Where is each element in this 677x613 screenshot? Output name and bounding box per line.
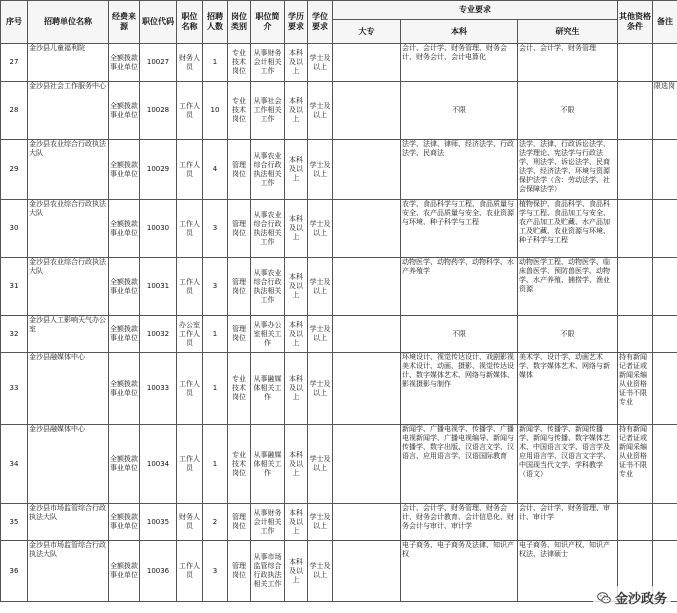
cell-category: 管理岗位: [228, 316, 251, 353]
cell-benke: 不限: [401, 316, 518, 353]
cell-xuewei: 学士及以上: [308, 425, 333, 504]
table-row: [1, 353, 677, 425]
cell-position: 工作人员: [177, 82, 203, 140]
cell-position: 工作人员: [177, 140, 203, 200]
wechat-icon: [597, 591, 611, 605]
cell-count: 3: [203, 200, 228, 258]
cell-seq: 27: [1, 44, 28, 82]
header-unit: 招聘单位名称: [28, 1, 109, 44]
cell-category: 专业技术岗位: [228, 353, 251, 425]
cell-count: 1: [203, 316, 228, 353]
header-major-group: 专业要求: [333, 1, 618, 20]
cell-benke: 法学、法律、律师、经济法学、行政法学、民商法: [401, 140, 518, 200]
table-row: [1, 504, 677, 541]
cell-xuewei: 学士及以上: [308, 541, 333, 602]
table-row: [1, 44, 677, 82]
header-position: 职位名称: [177, 1, 203, 44]
cell-code: 10030: [140, 200, 177, 258]
header-degree: 学历要求: [285, 1, 308, 44]
cell-funding: 全额拨款事业单位: [109, 504, 140, 541]
cell-benke: 动物医学、动物药学、动物科学、水产养殖学: [401, 258, 518, 316]
cell-count: 3: [203, 258, 228, 316]
header-funding: 经费来源: [109, 1, 140, 44]
cell-yjs: 新闻学、传播学、新闻传播学、新闻与传播、数字媒体艺术、中国语言文学、语言学及应用语言学、汉语言文字学、中国现当代文学、学科教学（语文）: [518, 425, 618, 504]
cell-degree: 本科及以上: [285, 200, 308, 258]
cell-code: 10027: [140, 44, 177, 82]
cell-position: 工作人员: [177, 353, 203, 425]
cell-remark: [653, 258, 677, 316]
cell-degree: 本科及以上: [285, 504, 308, 541]
cell-other: [618, 44, 653, 82]
cell-remark: [653, 353, 677, 425]
cell-xuewei: 学士及以上: [308, 353, 333, 425]
cell-dazhuan: [333, 258, 401, 316]
cell-xuewei: 学士及以上: [308, 140, 333, 200]
header-other: 其他资格条件: [618, 1, 653, 44]
cell-other: [618, 200, 653, 258]
cell-dazhuan: [333, 44, 401, 82]
cell-dazhuan: [333, 140, 401, 200]
cell-seq: 35: [1, 504, 28, 541]
cell-desc: 从事财务会计相关工作: [251, 44, 285, 82]
cell-desc: 从事办公室相关工作: [251, 316, 285, 353]
cell-unit: 金沙县农业综合行政执法大队: [28, 140, 109, 200]
cell-benke: 环境设计、视觉传达设计、戏剧影视美术设计、动画、摄影、视觉传达设计、数字媒体艺术、网络与新媒体、影视摄影与制作: [401, 353, 518, 425]
cell-dazhuan: [333, 82, 401, 140]
header-count: 招聘人数: [203, 1, 228, 44]
cell-other: [618, 82, 653, 140]
cell-benke: 不限: [401, 82, 518, 140]
cell-other: [618, 316, 653, 353]
table-row: [1, 425, 677, 504]
cell-category: 专业技术岗位: [228, 82, 251, 140]
cell-other: 持有新闻记者证或新闻采编从业资格证书不限专业: [618, 353, 653, 425]
cell-dazhuan: [333, 353, 401, 425]
cell-position: 工作人员: [177, 425, 203, 504]
cell-code: 10031: [140, 258, 177, 316]
cell-yjs: 电子商务、知识产权、知识产权法、法律硕士: [518, 541, 618, 602]
cell-dazhuan: [333, 316, 401, 353]
cell-other: [618, 504, 653, 541]
cell-code: 10029: [140, 140, 177, 200]
table-row: [1, 82, 677, 140]
cell-desc: 从事社会工作相关工作: [251, 82, 285, 140]
cell-count: 10: [203, 82, 228, 140]
cell-funding: 全额拨款事业单位: [109, 541, 140, 602]
header-yanjiusheng: 研究生: [518, 20, 618, 44]
cell-funding: 全额拨款事业单位: [109, 316, 140, 353]
cell-remark: [653, 504, 677, 541]
cell-xuewei: 学士及以上: [308, 504, 333, 541]
cell-yjs: 不限: [518, 82, 618, 140]
cell-funding: 全额拨款事业单位: [109, 200, 140, 258]
cell-funding: 全额拨款事业单位: [109, 258, 140, 316]
cell-other: [618, 258, 653, 316]
table-row: [1, 316, 677, 353]
cell-category: 管理岗位: [228, 258, 251, 316]
table-row: [1, 140, 677, 200]
cell-xuewei: 学士及以上: [308, 44, 333, 82]
cell-unit: 金沙县社会工作服务中心: [28, 82, 109, 140]
cell-unit: 金沙县农业综合行政执法大队: [28, 200, 109, 258]
header-seq: 序号: [1, 1, 28, 44]
cell-remark: [653, 200, 677, 258]
cell-seq: 28: [1, 82, 28, 140]
cell-degree: 本科及以上: [285, 258, 308, 316]
cell-degree: 本科及以上: [285, 316, 308, 353]
header-benke: 本科: [401, 20, 518, 44]
cell-unit: 金沙县农业综合行政执法大队: [28, 258, 109, 316]
cell-unit: 金沙县市场监管综合行政执法大队: [28, 504, 109, 541]
cell-xuewei: 学士及以上: [308, 316, 333, 353]
cell-code: 10032: [140, 316, 177, 353]
cell-seq: 29: [1, 140, 28, 200]
cell-benke: 农学、食品科学与工程、食品质量与安全、农产品质量与安全、农业资源与环境、种子科学与工程: [401, 200, 518, 258]
cell-code: 10036: [140, 541, 177, 602]
cell-funding: 全额拨款事业单位: [109, 425, 140, 504]
cell-position: 财务人员: [177, 44, 203, 82]
cell-degree: 本科及以上: [285, 44, 308, 82]
cell-dazhuan: [333, 541, 401, 602]
header-remark: 备注: [653, 1, 677, 44]
cell-yjs: 会计、会计学、财务管理: [518, 44, 618, 82]
cell-xuewei: 学士及以上: [308, 82, 333, 140]
cell-position: 工作人员: [177, 200, 203, 258]
cell-yjs: 美术学、设计学、动画艺术学、数字媒体艺术、网络与新媒体: [518, 353, 618, 425]
cell-remark: [653, 316, 677, 353]
cell-position: 工作人员: [177, 541, 203, 602]
cell-seq: 36: [1, 541, 28, 602]
cell-position: 工作人员: [177, 258, 203, 316]
cell-other: 持有新闻记者证或新闻采编从业资格证书不限专业: [618, 425, 653, 504]
cell-yjs: 法学、法律、行政诉讼法学、法学理论、宪法学与行政法学、刑法学、诉讼法学、民商法学、经济法学、环境与资源保护法学（含：劳动法学、社会保障法学）: [518, 140, 618, 200]
cell-category: 管理岗位: [228, 504, 251, 541]
cell-yjs: 不限: [518, 316, 618, 353]
cell-remark: [653, 140, 677, 200]
cell-desc: 从事农业综合行政执法相关工作: [251, 140, 285, 200]
cell-count: 2: [203, 504, 228, 541]
header-dazhuan: 大专: [333, 20, 401, 44]
cell-remark: [653, 44, 677, 82]
cell-unit: 金沙县儿童福利院: [28, 44, 109, 82]
cell-desc: 从事融媒体相关工作: [251, 425, 285, 504]
cell-xuewei: 学士及以上: [308, 258, 333, 316]
cell-funding: 全额拨款事业单位: [109, 44, 140, 82]
cell-funding: 全额拨款事业单位: [109, 82, 140, 140]
cell-degree: 本科及以上: [285, 353, 308, 425]
cell-dazhuan: [333, 425, 401, 504]
cell-code: 10028: [140, 82, 177, 140]
cell-count: 4: [203, 140, 228, 200]
cell-desc: 从事财务会计相关工作: [251, 504, 285, 541]
cell-funding: 全额拨款事业单位: [109, 140, 140, 200]
header-code: 职位代码: [140, 1, 177, 44]
cell-category: 管理岗位: [228, 140, 251, 200]
cell-category: 管理岗位: [228, 200, 251, 258]
cell-degree: 本科及以上: [285, 140, 308, 200]
cell-desc: 从事农业综合行政执法相关工作: [251, 200, 285, 258]
cell-desc: 从事融媒体相关工作: [251, 353, 285, 425]
cell-position: 财务人员: [177, 504, 203, 541]
cell-desc: 从事市场监管综合行政执法相关工作: [251, 541, 285, 602]
cell-dazhuan: [333, 504, 401, 541]
cell-dazhuan: [333, 200, 401, 258]
cell-unit: 金沙县市场监管综合行政执法大队: [28, 541, 109, 602]
cell-seq: 33: [1, 353, 28, 425]
cell-count: 1: [203, 353, 228, 425]
header-xuewei: 学位要求: [308, 1, 333, 44]
cell-position: 办公室工作人员: [177, 316, 203, 353]
cell-benke: 会计、会计学、财务管理、财务会计、财务会计教育、会计信息化、财务会计与审计、审计学: [401, 504, 518, 541]
cell-unit: 金沙县人工影响天气办公室: [28, 316, 109, 353]
table-row: [1, 541, 677, 602]
cell-unit: 金沙县融媒体中心: [28, 353, 109, 425]
cell-yjs: 动物医学工程、动物医学、临床兽医学、预防兽医学、动物学、水产养殖、捕捞学、渔业资源: [518, 258, 618, 316]
cell-remark: [653, 425, 677, 504]
cell-count: 1: [203, 44, 228, 82]
cell-other: [618, 140, 653, 200]
cell-category: 管理岗位: [228, 541, 251, 602]
cell-yjs: 会计、会计学、财务管理、审计、审计学: [518, 504, 618, 541]
cell-seq: 30: [1, 200, 28, 258]
cell-xuewei: 学士及以上: [308, 200, 333, 258]
cell-category: 专业技术岗位: [228, 425, 251, 504]
cell-degree: 本科及以上: [285, 425, 308, 504]
cell-code: 10034: [140, 425, 177, 504]
cell-yjs: 植物保护、食品科学、食品科学与工程、食品加工与安全、农产品加工及贮藏、水产品加工及贮藏、农业资源与环境、种子科学与工程: [518, 200, 618, 258]
cell-benke: 电子商务、电子商务及法律、知识产权: [401, 541, 518, 602]
cell-funding: 全额拨款事业单位: [109, 353, 140, 425]
cell-count: 3: [203, 541, 228, 602]
cell-category: 专业技术岗位: [228, 44, 251, 82]
header-category: 岗位类别: [228, 1, 251, 44]
cell-degree: 本科及以上: [285, 82, 308, 140]
cell-seq: 32: [1, 316, 28, 353]
cell-degree: 本科及以上: [285, 541, 308, 602]
table-row: [1, 200, 677, 258]
watermark: [593, 586, 671, 609]
cell-code: 10035: [140, 504, 177, 541]
cell-desc: 从事农业综合行政执法相关工作: [251, 258, 285, 316]
watermark-text: 金沙政务: [614, 592, 667, 607]
header-desc: 职位简介: [251, 1, 285, 44]
table-row: [1, 258, 677, 316]
cell-unit: 金沙县融媒体中心: [28, 425, 109, 504]
cell-seq: 31: [1, 258, 28, 316]
cell-benke: 会计、会计学、财务管理、财务会计、财务会计、会计电算化: [401, 44, 518, 82]
cell-remark: 限选岗: [653, 82, 677, 140]
cell-seq: 34: [1, 425, 28, 504]
cell-count: 1: [203, 425, 228, 504]
cell-benke: 新闻学、广播电视学、传播学、广播电视新闻学、广播电视编导、新闻与传播学、数字出版、汉语言文学、汉语言、应用语言学、汉语国际教育: [401, 425, 518, 504]
cell-code: 10033: [140, 353, 177, 425]
